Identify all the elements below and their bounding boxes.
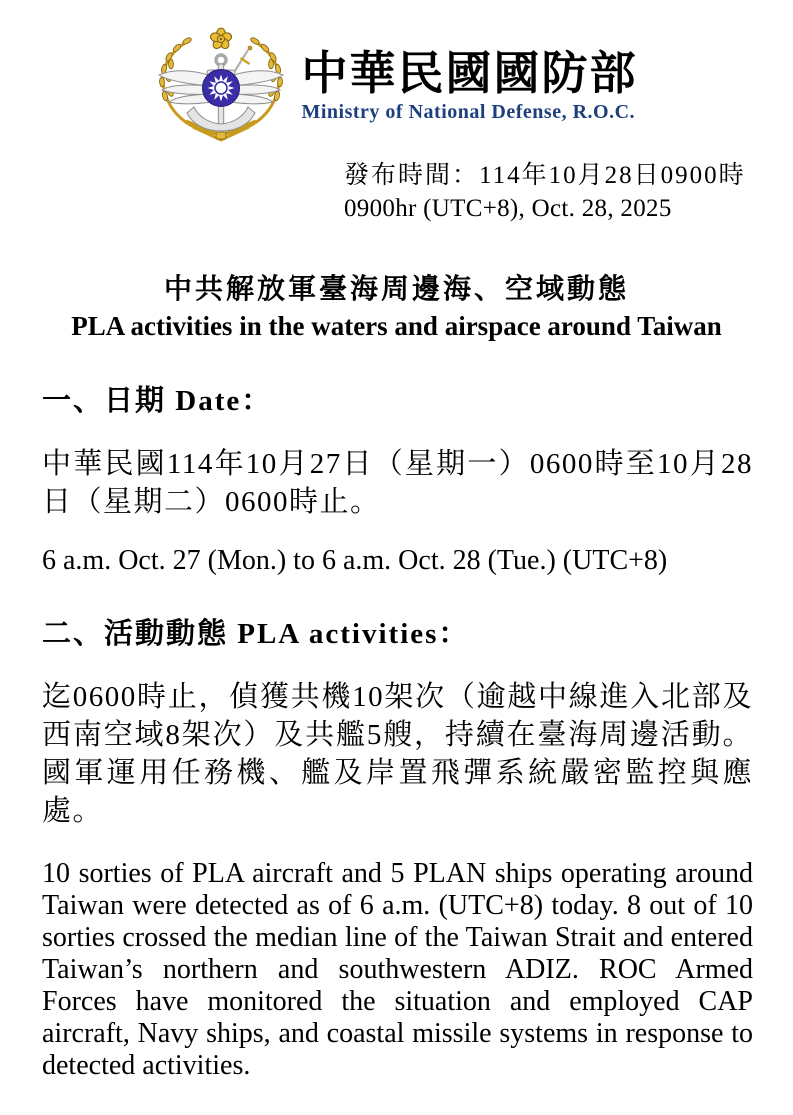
release-time-block xyxy=(344,159,793,225)
release-time-en: 0900hr (UTC+8), Oct. 28, 2025 xyxy=(344,195,672,222)
document-body xyxy=(0,378,793,1082)
document-title-zh: 中共解放軍臺海周邊海、空域動態 xyxy=(163,274,629,305)
section-activities-heading: 二、活動動態 PLA activities： xyxy=(42,618,470,650)
document-title xyxy=(0,267,793,342)
activities-paragraph-en: 10 sorties of PLA aircraft and 5 PLAN ships operating around Taiwan were detected as of 6 a.m. (UTC+8) today. 8 out of 10 sorties crossed the median line of the Taiwan Strait and entered Taiwan’s northern and southwestern ADIZ. ROC Armed Forces have monitored the situation and employed CAP aircraft, Navy ships, and coastal missile systems in response to detected activities. xyxy=(42,858,753,1081)
plum-blossom-icon xyxy=(209,28,232,50)
ministry-name-zh: 中華民國國防部 xyxy=(301,47,638,99)
date-paragraph-zh: 中華民國114年10月27日（星期一）0600時至10月28日（星期二）0600時止。 xyxy=(42,448,753,518)
document-title-en: PLA activities in the waters and airspace around Taiwan xyxy=(71,311,722,341)
section-date-heading: 一、日期 Date： xyxy=(42,385,273,417)
ministry-masthead xyxy=(0,0,793,149)
release-time-zh: 發布時間：114年10月28日0900時 xyxy=(344,162,746,189)
section-date xyxy=(42,378,753,577)
ministry-name-en: Ministry of National Defense, R.O.C. xyxy=(301,101,636,124)
section-activities xyxy=(42,611,753,1082)
activities-paragraph-zh: 迄0600時止，偵獲共機10架次（逾越中線進入北部及西南空域8架次）及共艦5艘，持續在臺海周邊活動。國軍運用任務機、艦及岸置飛彈系統嚴密監控與應處。 xyxy=(42,681,753,827)
mnd-emblem-icon xyxy=(156,24,286,149)
sun-roundel-icon xyxy=(202,70,239,107)
ministry-names xyxy=(302,49,638,125)
date-paragraph-en: 6 a.m. Oct. 27 (Mon.) to 6 a.m. Oct. 28 (Tue.) (UTC+8) xyxy=(42,545,668,576)
